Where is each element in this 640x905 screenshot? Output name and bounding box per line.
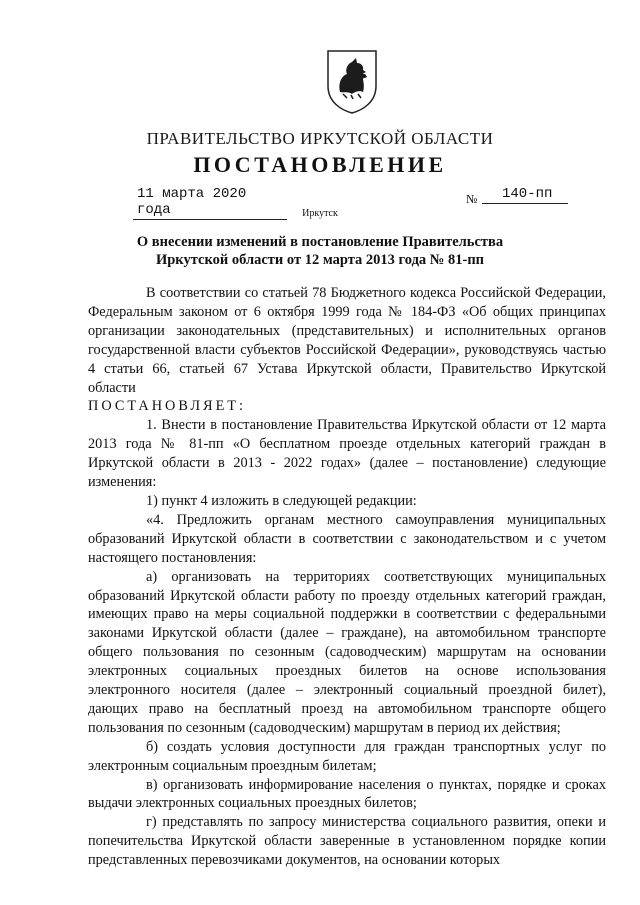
document-title — [90, 233, 550, 269]
preamble-paragraph: В соответствии со статьей 78 Бюджетного кодекса Российской Федерации, Федеральным законом от 6 октября 1999 года № 184-ФЗ «Об общих принципах организации законодательных (представительных) и исполнительных органов государственной власти субъектов Российской Федерации», руководствуясь частью 4 статьи 66, статьей 67 Устава Иркутской области, Правительство Иркутской области — [88, 285, 606, 396]
subitem-a-paragraph: а) организовать на территориях соответствующих муниципальных образований Иркутской области работу по проезду отдельных категорий граждан, имеющих право на меры социальной поддержки в соответствии с федеральными законами Иркутской области (далее – граждане), на автомобильном транспорте общего пользования по сезонным (садоводческим) маршрутам на основании электронных социальных проездных билетов на основе использования электронного носителя (далее – электронный социальный проездной билет), дающих право на бесплатный проезд на автомобильном транспорте общего пользования по сезонным (садоводческим) маршрутам в период их действия; — [88, 568, 606, 736]
number-sign: № — [466, 192, 478, 206]
document-date: 11 марта 2020 года — [133, 186, 287, 220]
subitem-v-paragraph: в) организовать информирование населения о пунктах, порядке и сроках выдачи электронных социальных проездных билетов; — [88, 776, 606, 812]
subitem-g-paragraph: г) представлять по запросу министерства социального развития, опеки и попечительства Иркутской области заверенные в установленном порядке копии представленных перевозчиками документов, на основании которых — [88, 814, 606, 869]
title-line-2: Иркутской области от 12 марта 2013 года № 81-пп — [155, 252, 485, 268]
quoted-item-4-paragraph: «4. Предложить органам местного самоуправления муниципальных образований Иркутской области в соответствии с законодательством и с учетом настоящего постановления: — [88, 511, 606, 566]
document-number: 140-пп — [482, 186, 568, 204]
item-1-paragraph: 1. Внести в постановление Правительства Иркутской области от 12 марта 2013 года № 81-пп «О бесплатном проезде отдельных категорий граждан в Иркутской области в 2013 - 2022 годах» (далее – постановление) следующие изменения: — [88, 417, 606, 491]
government-name: ПРАВИТЕЛЬСТВО ИРКУТСКОЙ ОБЛАСТИ — [146, 129, 494, 148]
document-type: ПОСТАНОВЛЕНИЕ — [193, 152, 447, 177]
document-body — [88, 284, 606, 870]
title-line-1: О внесении изменений в постановление Правительства — [136, 234, 504, 250]
city-name: Иркутск — [302, 208, 338, 219]
item-1-1-paragraph: 1) пункт 4 изложить в следующей редакции: — [146, 492, 417, 509]
decree-word: ПОСТАНОВЛЯЕТ: — [88, 398, 247, 415]
subitem-b-paragraph: б) создать условия доступности для граждан транспортных услуг по электронным социальным проездным билетам; — [88, 738, 606, 774]
coat-of-arms-icon — [325, 48, 379, 114]
